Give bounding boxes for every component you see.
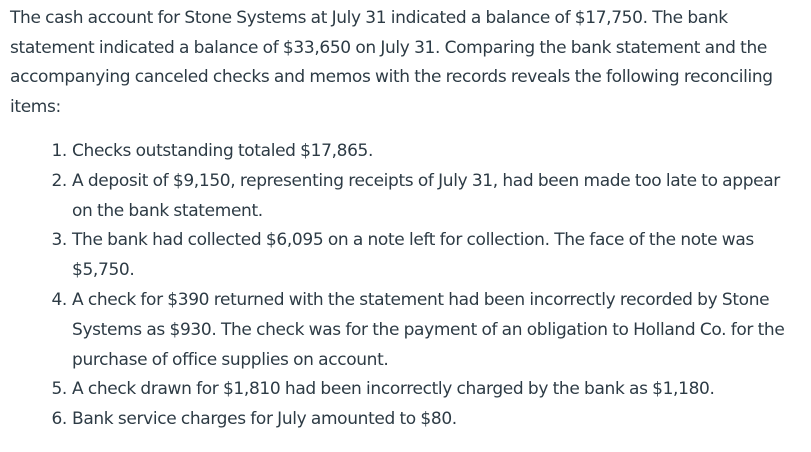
reconciling-items-list [10, 137, 801, 435]
list-item-text: A check for $390 returned with the statement had been incorrectly recorded by Stone Systems as $930. The check was for the payment of an obligation to Holland Co. for the purchase of office supplies on account. [72, 289, 785, 370]
intro-paragraph: The cash account for Stone Systems at July 31 indicated a balance of $17,750. The bank statement indicated a balance of $33,650 on July 31. Comparing the bank statement and the accompanying canceled checks and memos with the records reveals the following reconciling items: [10, 8, 773, 117]
list-item-text: The bank had collected $6,095 on a note left for collection. The face of the note was $5,750. [72, 230, 754, 281]
list-item [10, 167, 801, 227]
list-item [10, 286, 801, 375]
list-item-number: 4. [51, 289, 67, 310]
list-item-number: 5. [51, 379, 67, 400]
list-item-number: 3. [51, 230, 67, 251]
list-item-number: 6. [51, 409, 67, 430]
list-item-number: 2. [51, 170, 67, 191]
list-item-text: A check drawn for $1,810 had been incorrectly charged by the bank as $1,180. [72, 379, 715, 400]
list-item-number: 1. [51, 141, 67, 161]
list-item-text: A deposit of $9,150, representing receipts of July 31, had been made too late to appear on the bank statement. [72, 170, 780, 221]
list-item [10, 375, 801, 405]
list-item-text: Checks outstanding totaled $17,865. [72, 141, 374, 161]
list-item-text: Bank service charges for July amounted to $80. [72, 409, 457, 430]
list-item [10, 405, 801, 435]
list-item [10, 137, 801, 167]
list-item [10, 226, 801, 286]
